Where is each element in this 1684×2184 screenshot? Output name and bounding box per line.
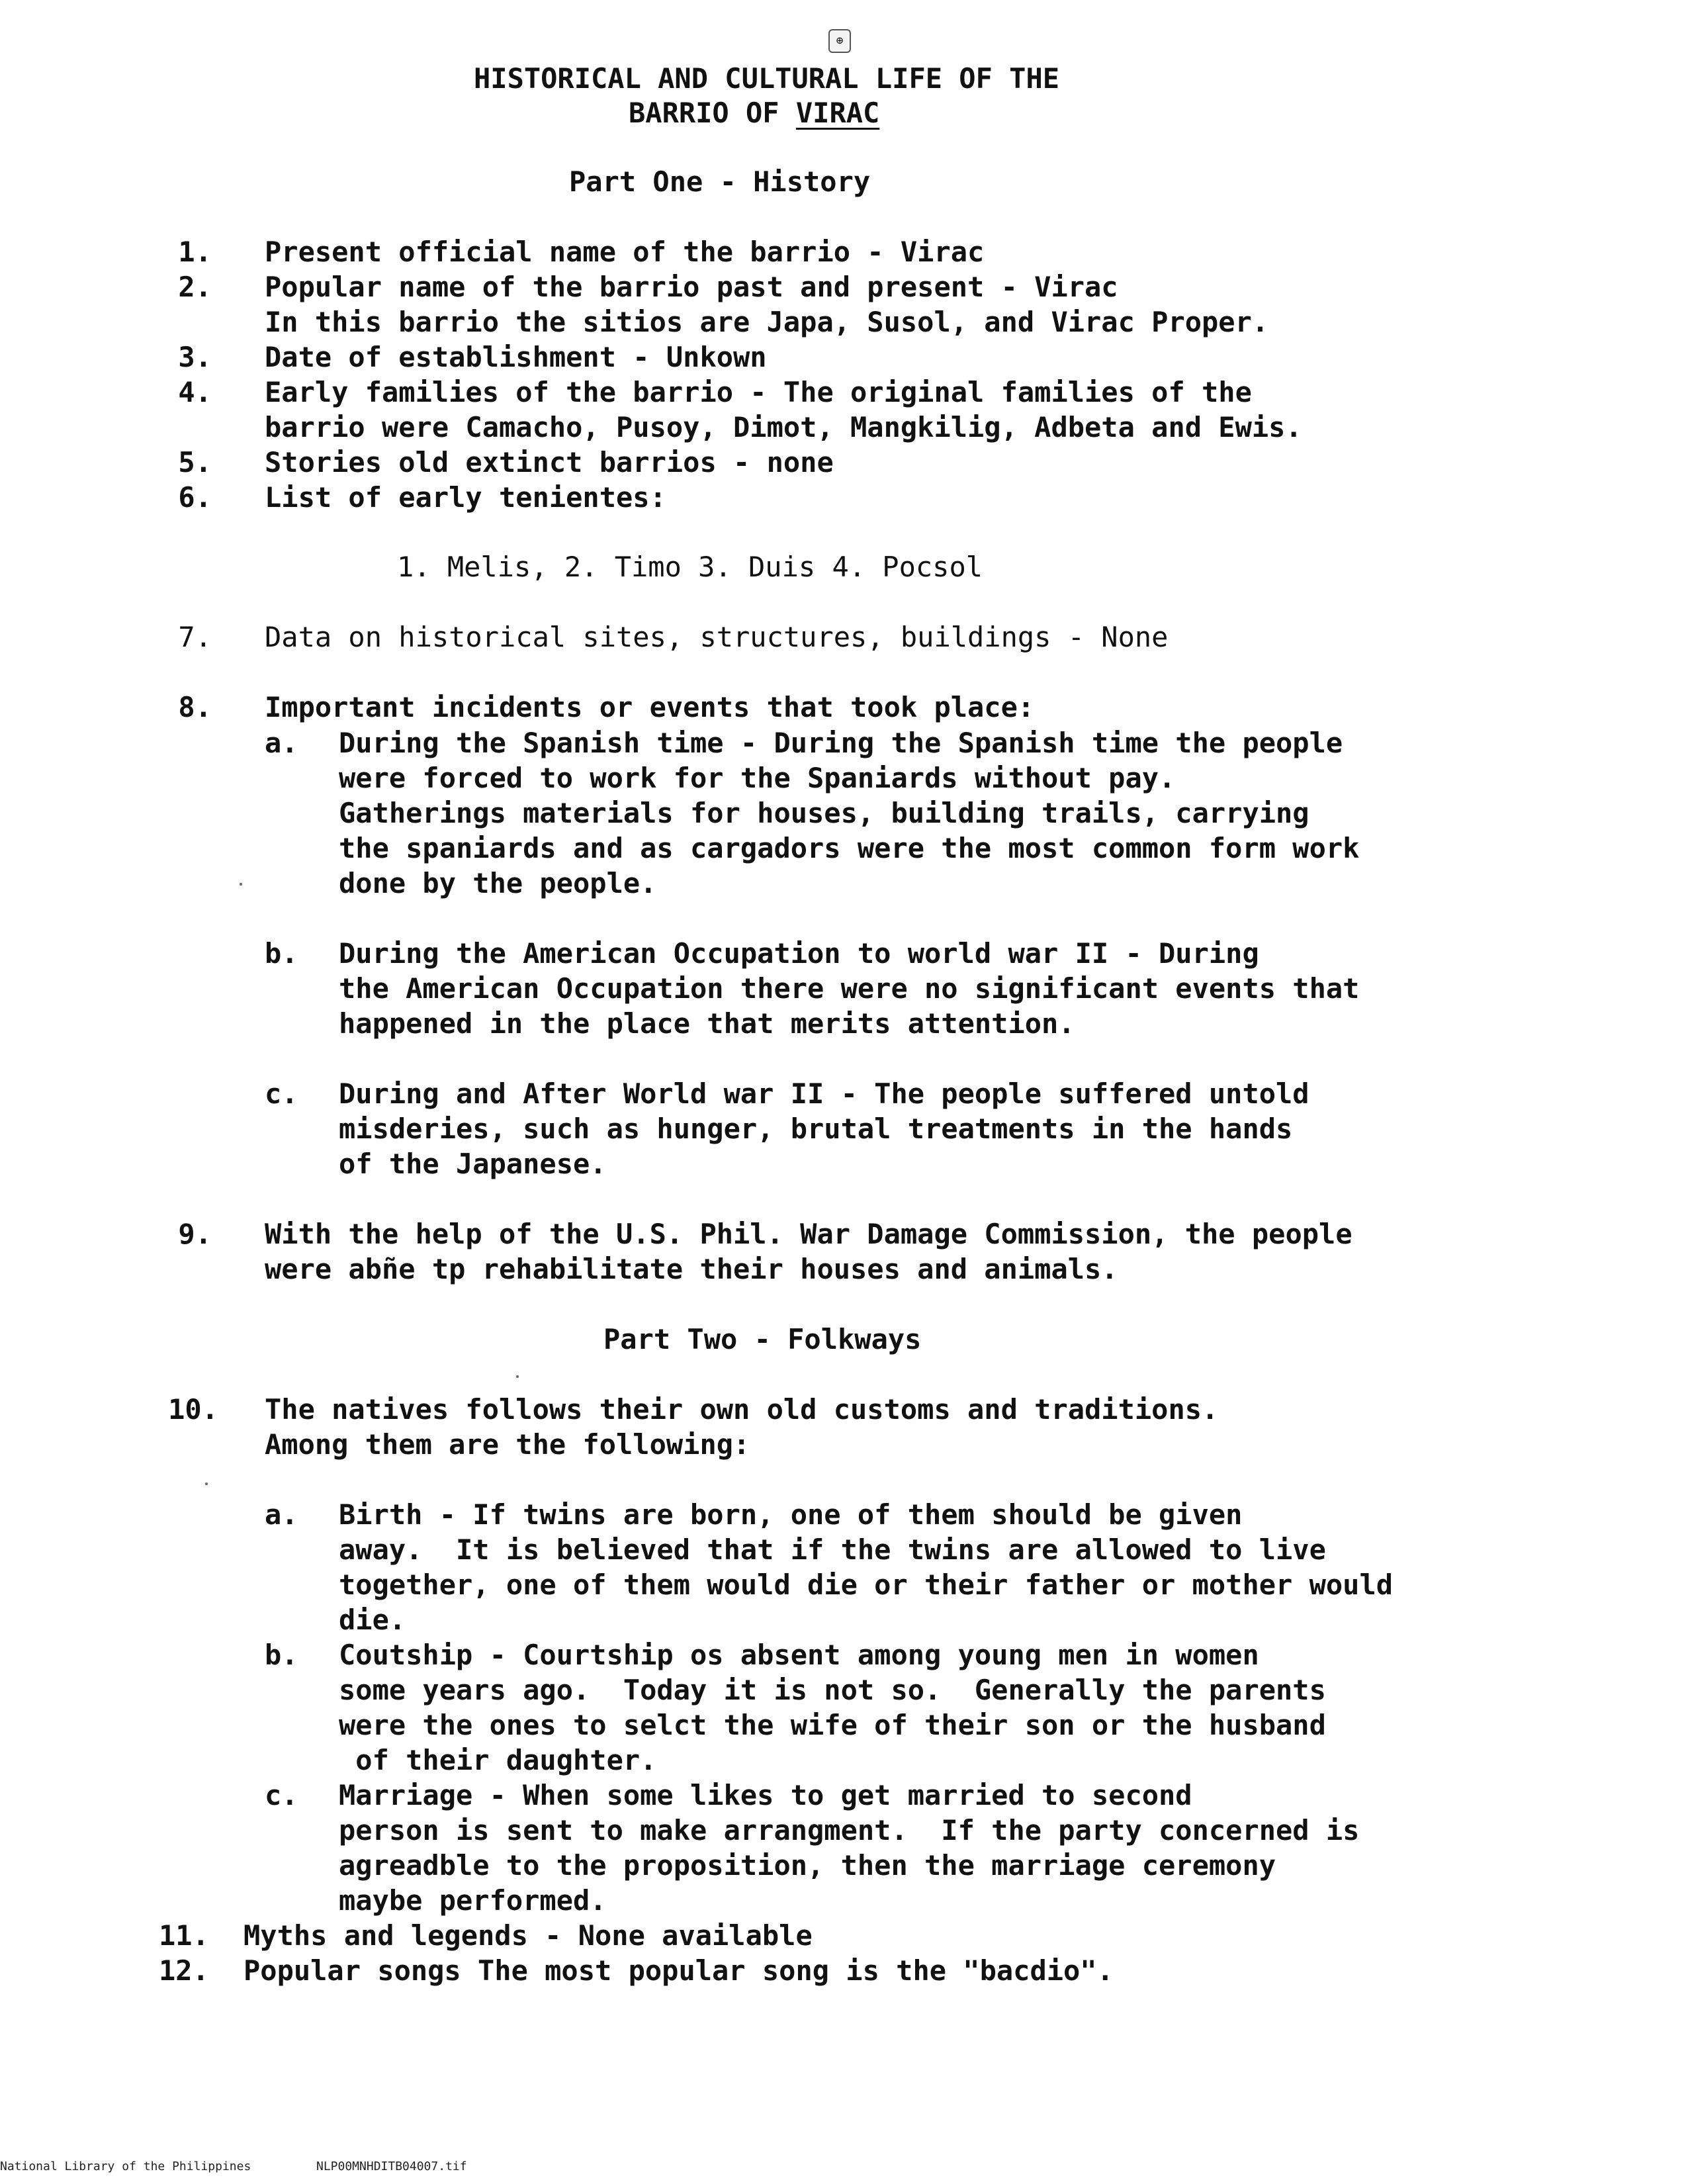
list-item: The natives follows their own old customs and traditions. bbox=[265, 1393, 1219, 1426]
list-item: Popular name of the barrio past and present - Virac bbox=[265, 271, 1118, 303]
folkway-line: person is sent to make arrangment. If the party concerned is bbox=[339, 1814, 1360, 1846]
item-number: 8. bbox=[178, 691, 212, 723]
folkway-line: agreadble to the proposition, then the marriage ceremony bbox=[339, 1849, 1276, 1882]
folkway-line: were the ones to selct the wife of their son or the husband bbox=[339, 1709, 1326, 1741]
list-item: Present official name of the barrio - Virac bbox=[265, 236, 985, 268]
item-number: 1. bbox=[178, 236, 212, 268]
event-line: done by the people. bbox=[339, 867, 657, 899]
item-number: 3. bbox=[178, 341, 212, 373]
folkway-line: together, one of them would die or their father or mother would bbox=[339, 1569, 1394, 1601]
part-one-heading: Part One - History bbox=[569, 165, 871, 198]
part-two-heading: Part Two - Folkways bbox=[603, 1323, 922, 1355]
footer-library: National Library of the Philippines bbox=[0, 2160, 251, 2173]
list-item: barrio were Camacho, Pusoy, Dimot, Mangkilig, Adbeta and Ewis. bbox=[265, 411, 1302, 443]
sub-item-letter: a. bbox=[265, 1498, 298, 1531]
list-item: Myths and legends - None available bbox=[244, 1919, 813, 1952]
folkway-line: Marriage - When some likes to get married to second bbox=[339, 1779, 1192, 1811]
library-stamp-icon: ⊕ bbox=[828, 29, 851, 53]
folkway-line: of their daughter. bbox=[339, 1744, 657, 1776]
document-title: HISTORICAL AND CULTURAL LIFE OF THE bbox=[474, 62, 1060, 95]
item-number: 10. bbox=[168, 1393, 218, 1426]
footer-filename: NLP00MNHDITB04007.tif bbox=[316, 2160, 467, 2173]
barrio-name: VIRAC bbox=[795, 97, 880, 129]
list-item: Date of establishment - Unkown bbox=[265, 341, 767, 373]
item-number: 6. bbox=[178, 481, 212, 514]
scan-speck bbox=[205, 1482, 208, 1485]
item-number: 7. bbox=[178, 621, 212, 653]
list-item: List of early tenientes: bbox=[265, 481, 666, 514]
document-subtitle: BARRIO OF VIRAC bbox=[629, 97, 880, 129]
folkway-line: maybe performed. bbox=[339, 1884, 607, 1917]
item-number: 4. bbox=[178, 376, 212, 408]
sub-item-letter: a. bbox=[265, 727, 298, 759]
event-line: were forced to work for the Spaniards without pay. bbox=[339, 762, 1176, 794]
sub-item-letter: b. bbox=[265, 937, 298, 970]
list-item: Important incidents or events that took place: bbox=[265, 691, 1035, 723]
event-line: the spaniards and as cargadors were the most common form work bbox=[339, 832, 1360, 864]
item-number: 12. bbox=[159, 1954, 209, 1987]
event-line: During and After World war II - The people suffered untold bbox=[339, 1077, 1309, 1110]
list-item: Among them are the following: bbox=[265, 1428, 750, 1461]
item-number: 5. bbox=[178, 446, 212, 478]
tenientes-list: 1. Melis, 2. Timo 3. Duis 4. Pocsol bbox=[397, 551, 983, 583]
list-item: Stories old extinct barrios - none bbox=[265, 446, 834, 478]
item-number: 9. bbox=[178, 1218, 212, 1250]
event-line: misderies, such as hunger, brutal treatments in the hands bbox=[339, 1113, 1293, 1145]
event-line: of the Japanese. bbox=[339, 1148, 607, 1180]
scan-speck bbox=[240, 883, 242, 886]
item-number: 11. bbox=[159, 1919, 209, 1952]
sub-item-letter: c. bbox=[265, 1779, 298, 1811]
folkway-line: Birth - If twins are born, one of them should be given bbox=[339, 1498, 1243, 1531]
list-item: In this barrio the sitios are Japa, Susol, and Virac Proper. bbox=[265, 306, 1269, 338]
list-item: Early families of the barrio - The original families of the bbox=[265, 376, 1252, 408]
event-line: During the Spanish time - During the Spanish time the people bbox=[339, 727, 1343, 759]
folkway-line: some years ago. Today it is not so. Generally the parents bbox=[339, 1674, 1326, 1706]
list-item: With the help of the U.S. Phil. War Damage Commission, the people bbox=[265, 1218, 1352, 1250]
item-number: 2. bbox=[178, 271, 212, 303]
event-line: Gatherings materials for houses, building trails, carrying bbox=[339, 797, 1309, 829]
scan-speck bbox=[516, 1375, 519, 1378]
folkway-line: Coutship - Courtship os absent among young men in women bbox=[339, 1639, 1259, 1671]
folkway-line: away. It is believed that if the twins are allowed to live bbox=[339, 1533, 1326, 1566]
sub-item-letter: c. bbox=[265, 1077, 298, 1110]
event-line: happened in the place that merits attention. bbox=[339, 1007, 1075, 1040]
list-item: Popular songs The most popular song is the "bacdio". bbox=[244, 1954, 1114, 1987]
list-item: Data on historical sites, structures, buildings - None bbox=[265, 621, 1169, 653]
folkway-line: die. bbox=[339, 1604, 406, 1636]
event-line: During the American Occupation to world war II - During bbox=[339, 937, 1259, 970]
sub-item-letter: b. bbox=[265, 1639, 298, 1671]
event-line: the American Occupation there were no significant events that bbox=[339, 972, 1360, 1005]
list-item: were abñe tp rehabilitate their houses and animals. bbox=[265, 1253, 1118, 1285]
